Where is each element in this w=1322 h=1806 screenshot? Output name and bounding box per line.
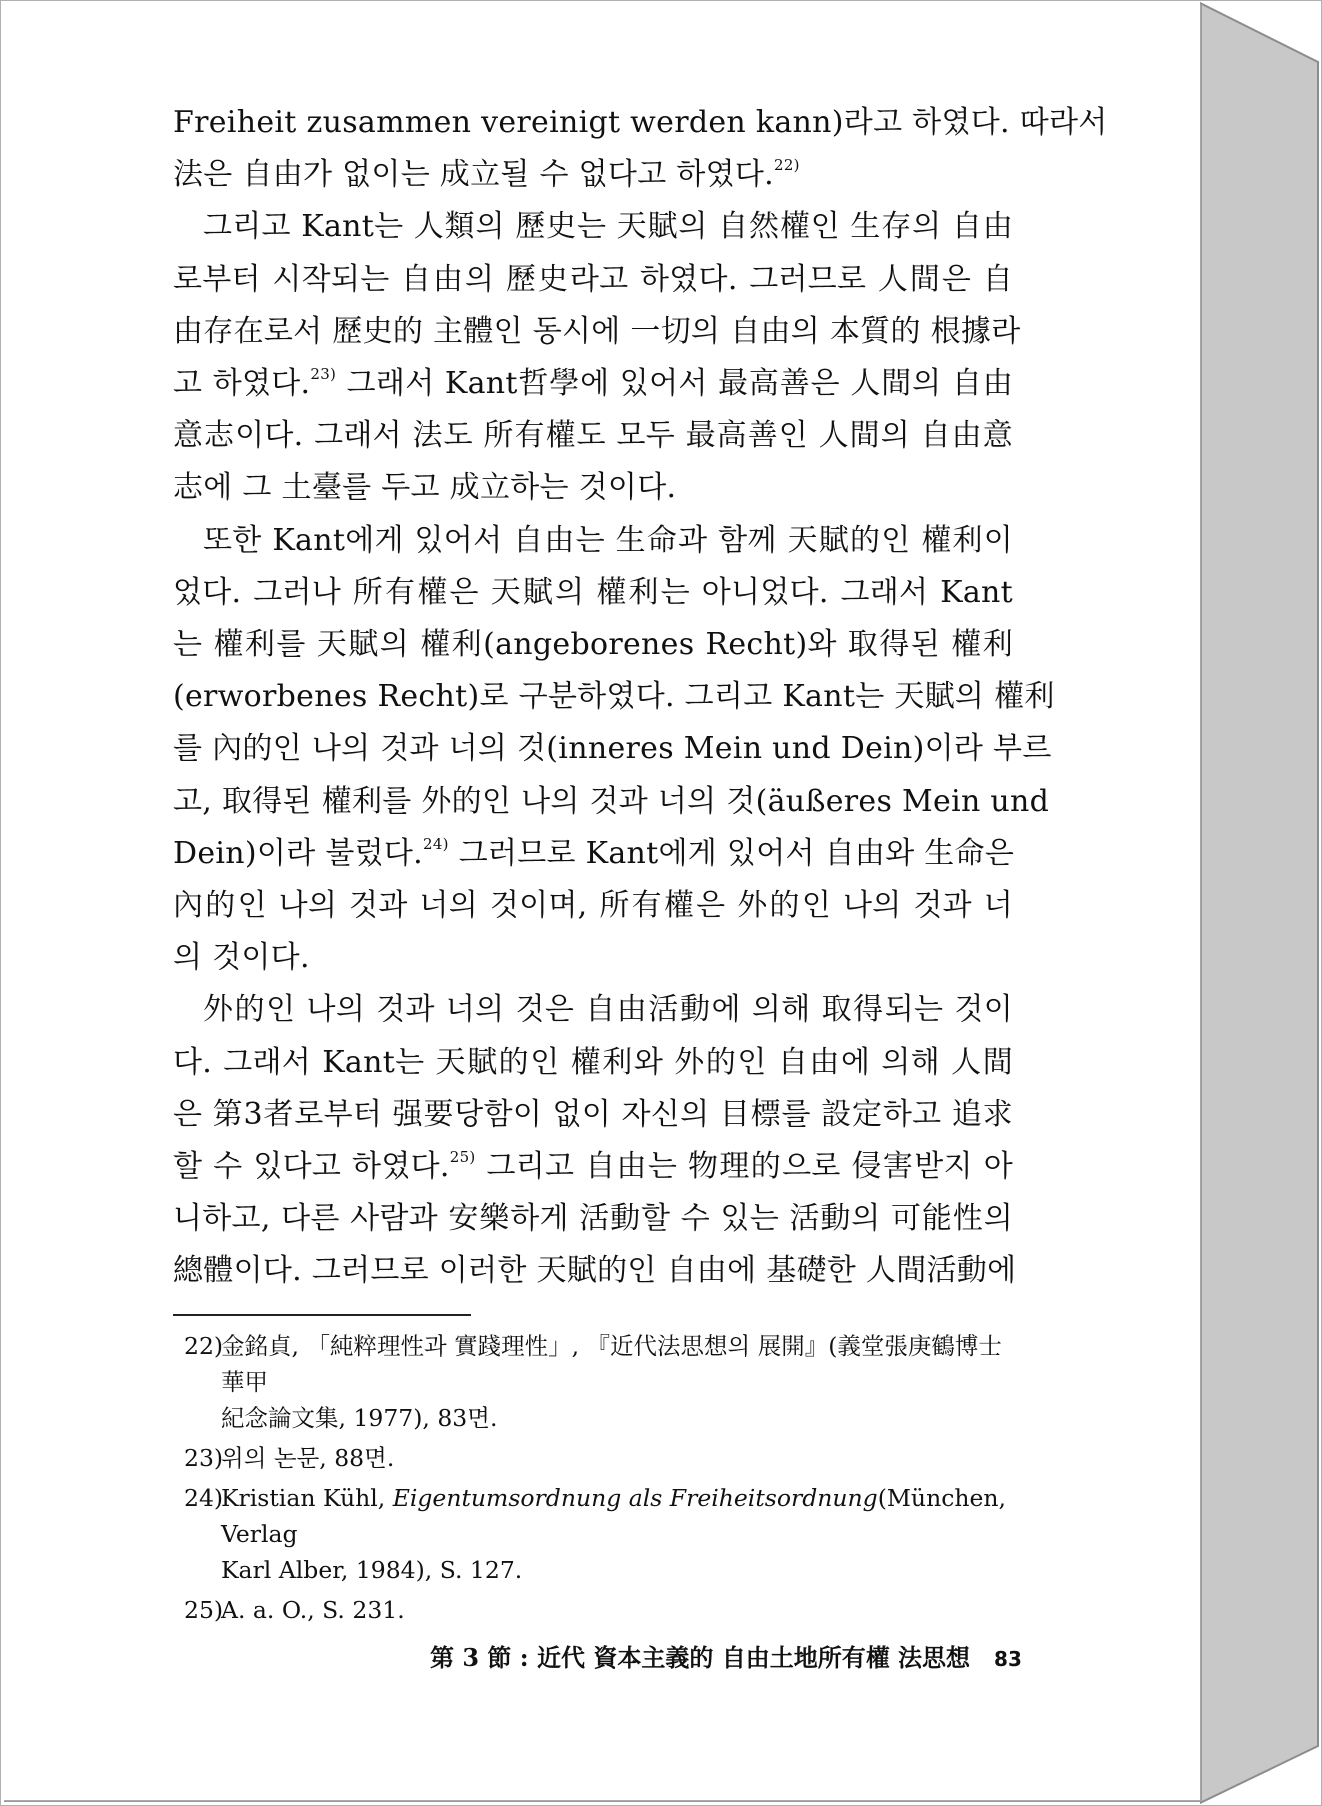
footnote-number: 25) (184, 1596, 224, 1624)
footnote-ref[interactable]: 22) (774, 156, 800, 175)
text-line: 志에 그 土臺를 두고 成立하는 것이다. (173, 470, 677, 506)
footnote-number: 24) (184, 1484, 224, 1512)
text-line: 그리고 Kant는 人類의 歷史는 天賦의 自然權인 生存의 自由 (203, 209, 1013, 245)
text-line: 또한 Kant에게 있어서 自由는 生命과 함께 天賦的인 權利이 (203, 522, 1013, 558)
text-line: 外的인 나의 것과 너의 것은 自由活動에 의해 取得되는 것이 (203, 992, 1013, 1028)
text-line: Freiheit zusammen vereinigt werden kann)라고 하였다. 따라서 (173, 105, 1108, 140)
footnote-text: A. a. O., S. 231. (221, 1596, 405, 1624)
paragraph-2 (173, 201, 1021, 514)
footnote-text: 위의 논문, 88면. (221, 1444, 395, 1472)
footnote-25 (184, 1592, 1016, 1628)
citation-title: Eigentumsordnung als Freiheitsordnung (392, 1484, 878, 1512)
text-line: 은 第3者로부터 强要당함이 없이 자신의 目標를 設定하고 追求 (173, 1096, 1013, 1132)
text-line: 니하고, 다른 사람과 安樂하게 活動할 수 있는 活動의 可能性의 (173, 1201, 1013, 1237)
paragraph-4 (173, 984, 1017, 1297)
text-line: 의 것이다. (173, 940, 310, 976)
text-line (173, 149, 1013, 201)
text-line: 를 內的인 나의 것과 너의 것(inneres Mein und Dein)이라 부르 (173, 731, 1052, 767)
footnotes (184, 1328, 1016, 1632)
footnote-number: 23) (184, 1444, 224, 1472)
running-title: 第 3 節 : 近代 資本主義的 自由土地所有權 法思想 (430, 1643, 971, 1672)
footnote-ref[interactable]: 25) (449, 1148, 476, 1167)
footnote-text: 金銘貞, 「純粹理性과 實踐理性」, 『近代法思想의 展開』(義堂張庚鶴博士華甲 (221, 1332, 1002, 1396)
line-text: 그래서 Kant哲學에 있어서 最高善은 人間의 自由 (346, 366, 1013, 402)
text-line: 로부터 시작되는 自由의 歷史라고 하였다. 그러므로 人間은 自 (173, 261, 1013, 297)
footnote-22 (184, 1328, 1016, 1436)
text-line: 다. 그래서 Kant는 天賦的인 權利와 外的인 自由에 의해 人間 (173, 1044, 1013, 1080)
footnote-24 (184, 1480, 1016, 1588)
text-line: 內的인 나의 것과 너의 것이며, 所有權은 外的인 나의 것과 너 (173, 888, 1013, 924)
paragraph-3 (173, 515, 1055, 985)
text-line (173, 828, 1013, 880)
paragraph-1 (173, 97, 1108, 201)
footnote-divider (173, 1314, 471, 1316)
line-text: Dein)이라 불렀다. (173, 835, 423, 871)
citation-author: Kristian Kühl, (221, 1484, 393, 1512)
text-line: 意志이다. 그래서 法도 所有權도 모두 最高善인 人間의 自由意 (173, 418, 1013, 454)
footnote-text (221, 1480, 1016, 1552)
text-line: 由存在로서 歷史的 主體인 동시에 一切의 自由의 本質的 根據라 (173, 313, 1021, 349)
line-text: 그러므로 Kant에게 있어서 自由와 生命은 (458, 835, 1015, 871)
footnote-text: 紀念論文集, 1977), 83면. (221, 1404, 498, 1432)
footnote-text: Karl Alber, 1984), S. 127. (221, 1556, 523, 1584)
footnote-ref[interactable]: 23) (310, 365, 337, 384)
citation-publisher: (München, Verlag (221, 1484, 1007, 1548)
book-page-edge (1200, 0, 1322, 1806)
text-line: 었다. 그러나 所有權은 天賦의 權利는 아니었다. 그래서 Kant (173, 574, 1013, 610)
footnote-23 (184, 1440, 1016, 1476)
text-line: (erworbenes Recht)로 구분하였다. 그리고 Kant는 天賦의 權利 (173, 679, 1055, 715)
line-text: 할 수 있다고 하였다. (173, 1149, 450, 1185)
running-footer (430, 1638, 1022, 1673)
line-text: 고 하였다. (173, 366, 311, 402)
page-number: 83 (994, 1647, 1022, 1671)
text-line: 는 權利를 天賦의 權利(angeborenes Recht)와 取得된 權利 (173, 627, 1013, 663)
text-line (173, 1141, 1013, 1193)
text-line (173, 358, 1013, 410)
page-body (173, 97, 1108, 1298)
footnote-number: 22) (184, 1332, 224, 1360)
text-line: 總體이다. 그러므로 이러한 天賦的인 自由에 基礎한 人間活動에 (173, 1253, 1017, 1289)
line-text: 法은 自由가 없이는 成立될 수 없다고 하였다. (173, 157, 774, 193)
line-text: 그리고 自由는 物理的으로 侵害받지 아 (486, 1149, 1013, 1185)
footnote-ref[interactable]: 24) (423, 834, 449, 853)
text-line: 고, 取得된 權利를 外的인 나의 것과 너의 것(äußeres Mein und (173, 783, 1050, 819)
